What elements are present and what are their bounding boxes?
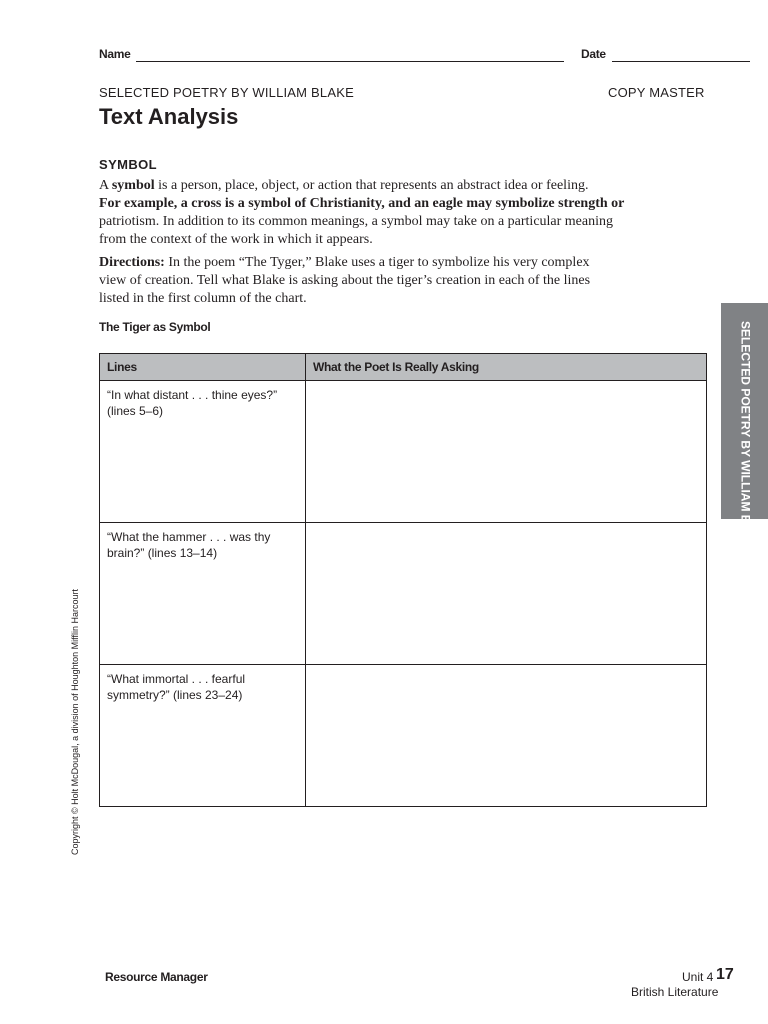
definition-term: symbol <box>111 178 155 193</box>
directions-paragraph <box>99 254 609 308</box>
definition-paragraph <box>99 177 629 249</box>
row-1-lines: “In what distant . . . thine eyes?” (lines 5–6) <box>100 381 306 523</box>
directions-label: Directions: <box>99 255 165 270</box>
side-tab-label: SELECTED POETRY BY WILLIAM BLAKE <box>738 321 752 557</box>
page-title: Text Analysis <box>99 104 239 129</box>
name-label: Name <box>99 47 131 61</box>
header-series: SELECTED POETRY BY WILLIAM BLAKE <box>99 85 354 100</box>
definition-example: For example, a cross is a symbol of Christianity, and an eagle may symbolize strength or <box>99 196 625 211</box>
footer-unit: Unit 4 <box>682 970 714 984</box>
chart-title: The Tiger as Symbol <box>99 320 211 334</box>
row-2-lines: “What the hammer . . . was thy brain?” (lines 13–14) <box>100 523 306 665</box>
page-number: 17 <box>716 966 734 983</box>
header-poet-asking: What the Poet Is Really Asking <box>306 354 707 381</box>
definition-rest: patriotism. In addition to its common meanings, a symbol may take on a particular meaning from the context of the work in which it appears. <box>99 214 614 247</box>
table-row <box>100 523 707 665</box>
symbol-chart <box>99 353 707 807</box>
row-2-answer-cell[interactable] <box>306 523 707 665</box>
directions-text: In the poem “The Tyger,” Blake uses a tiger to symbolize his very complex view of creation. Tell what Blake is asking about the tiger’s creation in each of the lines listed in the first column of the chart. <box>99 255 591 306</box>
row-3-lines: “What immortal . . . fearful symmetry?” (lines 23–24) <box>100 665 306 807</box>
footer-subject: British Literature <box>631 985 719 999</box>
footer-resource-manager: Resource Manager <box>105 970 208 984</box>
table-row <box>100 381 707 523</box>
copyright-notice: Copyright © Holt McDougal, a division of Houghton Mifflin Harcourt <box>70 588 80 856</box>
table-row <box>100 665 707 807</box>
header-lines: Lines <box>100 354 306 381</box>
name-field[interactable] <box>136 61 564 62</box>
header-copy-master: COPY MASTER <box>608 85 705 100</box>
definition-pre: A <box>99 178 112 193</box>
section-heading: SYMBOL <box>99 157 158 172</box>
chart-header-row <box>100 354 707 381</box>
definition-post: is a person, place, object, or action that represents an abstract idea or feeling. <box>154 178 589 193</box>
date-label: Date <box>581 47 606 61</box>
side-tab <box>721 303 768 557</box>
row-3-answer-cell[interactable] <box>306 665 707 807</box>
row-1-answer-cell[interactable] <box>306 381 707 523</box>
date-field[interactable] <box>612 61 750 62</box>
